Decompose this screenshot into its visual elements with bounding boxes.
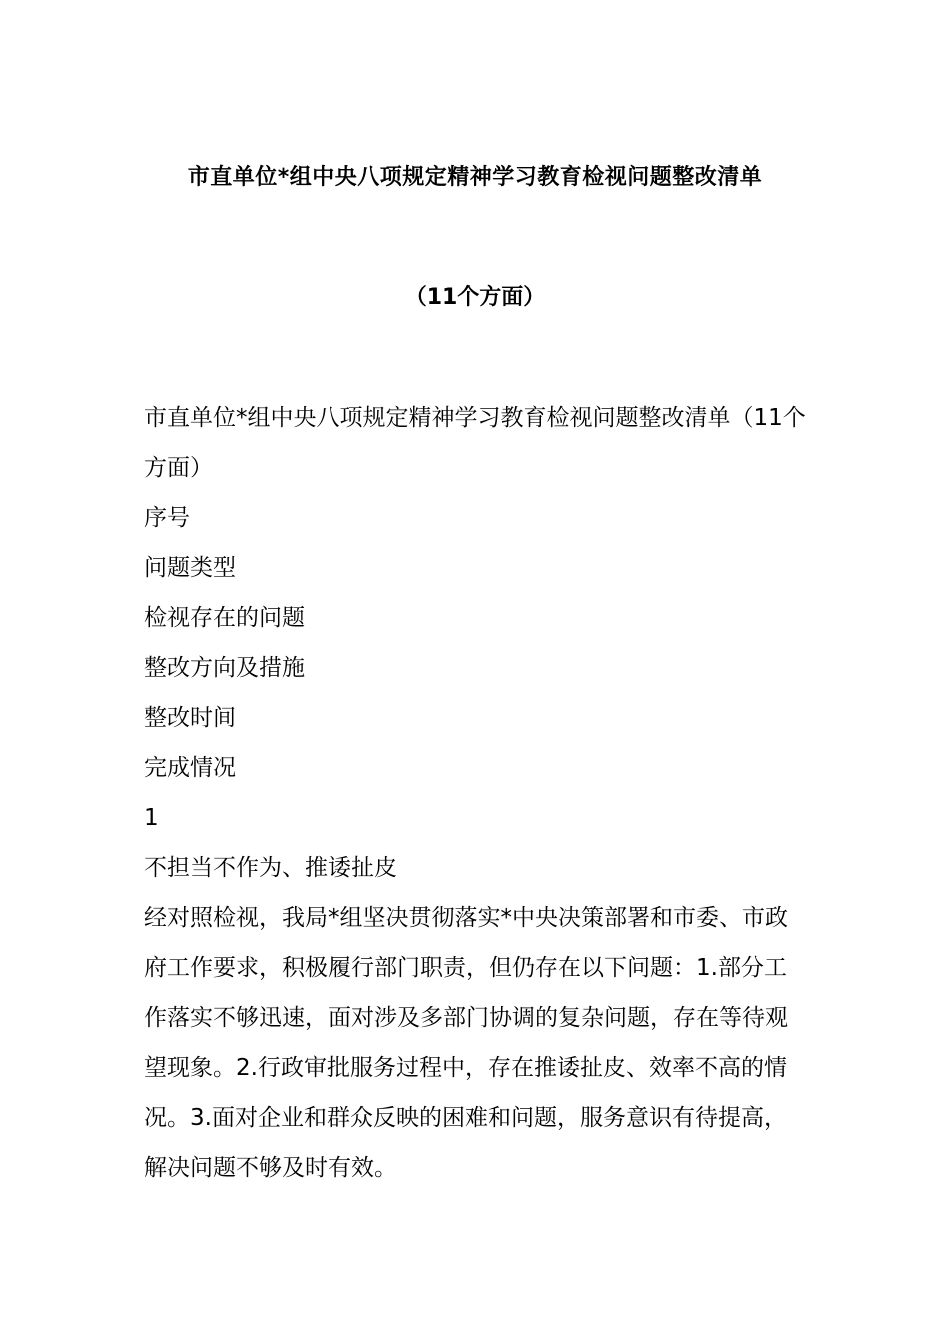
column-label-serial: 序号 — [144, 505, 190, 531]
column-label-problems-found: 检视存在的问题 — [144, 605, 305, 631]
column-label-problem-type: 问题类型 — [144, 555, 236, 581]
document-body — [144, 393, 808, 1193]
row-problem-description: 经对照检视，我局*组坚决贯彻落实*中央决策部署和市委、市政府工作要求，积极履行部门职责，但仍存在以下问题：1.部分工作落实不够迅速，面对涉及多部门协调的复杂问题，存在等待观望现象。2.行政审批服务过程中，存在推诿扯皮、效率不高的情况。3.面对企业和群众反映的困难和问题，服务意识有待提高，解决问题不够及时有效。 — [144, 905, 788, 1181]
document-subtitle: （11个方面） — [404, 285, 546, 310]
column-label-completion-status: 完成情况 — [144, 755, 236, 781]
body-heading-paragraph: 市直单位*组中央八项规定精神学习教育检视问题整改清单（11个方面） — [144, 405, 806, 481]
row-problem-type: 不担当不作为、推诿扯皮 — [144, 855, 397, 881]
document-title: 市直单位*组中央八项规定精神学习教育检视问题整改清单 — [187, 165, 763, 190]
column-label-rectification-measures: 整改方向及措施 — [144, 655, 305, 681]
row-serial-number: 1 — [144, 805, 159, 831]
column-label-rectification-time: 整改时间 — [144, 705, 236, 731]
